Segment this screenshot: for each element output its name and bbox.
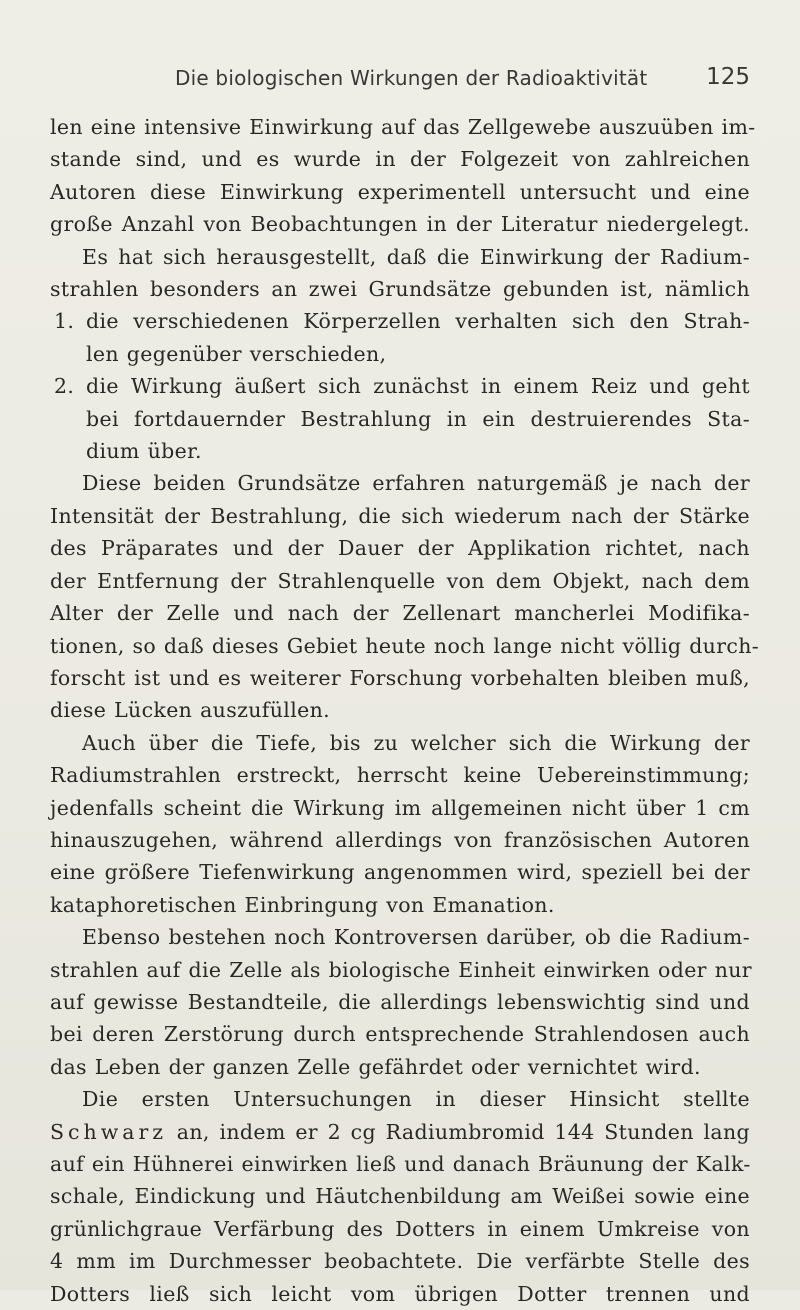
text-line: Auch über die Tiefe, bis zu welcher sich die Wirkung der [82,730,750,755]
text-line: Es hat sich herausgestellt, daß die Einwirkung der Radium- [82,244,750,269]
text-line: eine größere Tiefenwirkung angenommen wird, speziell bei der [50,860,750,885]
text-line: die verschiedenen Körperzellen verhalten sich den Strah- [86,309,750,334]
paragraph [50,241,750,306]
text-line: len eine intensive Einwirkung auf das Zellgewebe auszuüben im- [50,115,756,139]
paragraph [50,1083,750,1310]
text-line: tionen, so daß dieses Gebiet heute noch lange nicht völlig durch- [50,633,760,658]
list-item [50,370,750,467]
text-line: das Leben der ganzen Zelle gefährdet oder vernichtet wird. [50,1054,701,1079]
text-line: Diese beiden Grundsätze erfahren naturgemäß je nach der [82,471,750,496]
text-line: kataphoretischen Einbringung von Emanation. [50,892,555,917]
paragraph [50,727,750,921]
text-line: Autoren diese Einwirkung experimentell untersucht und eine [50,179,750,204]
text-line: schale, Eindickung und Häutchenbildung am Weißei sowie eine [50,1184,750,1209]
text-line: Alter der Zelle und nach der Zellenart mancherlei Modifika- [50,601,750,626]
text-fragment: an, indem er 2 cg Radiumbromid 144 Stunden lang [167,1119,750,1144]
text-line: forscht ist und es weiterer Forschung vorbehalten bleiben muß, [50,665,750,690]
text-line: grünlichgraue Verfärbung des Dotters in einem Umkreise von [50,1216,750,1241]
text-line: diese Lücken auszufüllen. [50,698,331,723]
page-number: 125 [706,64,750,90]
text-line: strahlen besonders an zwei Grundsätze gebunden ist, nämlich [50,277,750,302]
text-line: Dotters ließ sich leicht vom übrigen Dotter trennen und [50,1281,750,1306]
text-line: 4 mm im Durchmesser beobachtete. Die verfärbte Stelle des [50,1249,750,1274]
paragraph [50,921,750,1083]
text-line: stande sind, und es wurde in der Folgezeit von zahlreichen [50,147,750,172]
text-line: auf gewisse Bestandteile, die allerdings lebenswichtig sind und [50,989,750,1014]
text-line: des Präparates und der Dauer der Applikation richtet, nach [50,536,750,561]
list-number: 2. [54,374,75,399]
running-head [175,66,750,98]
text-line: der Entfernung der Strahlenquelle von dem Objekt, nach dem [50,568,750,593]
body-text [50,111,760,1310]
text-line: Die ersten Untersuchungen in dieser Hinsicht stellte [82,1087,750,1112]
author-name-spaced: Schwarz [50,1119,168,1144]
text-line: Ebenso bestehen noch Kontroversen darüber, ob die Radium- [82,925,750,950]
text-line: bei deren Zerstörung durch entsprechende Strahlendosen auch [50,1022,750,1047]
text-line: Radiumstrahlen erstreckt, herrscht keine Uebereinstimmung; [50,763,750,788]
text-line: große Anzahl von Beobachtungen in der Literatur niedergelegt. [50,212,750,237]
text-line: strahlen auf die Zelle als biologische Einheit einwirken oder nur [50,957,752,982]
list-item [50,305,750,370]
text-line: len gegenüber verschieden, [86,341,387,366]
text-line: die Wirkung äußert sich zunächst in einem Reiz und geht [86,374,750,399]
text-line: jedenfalls scheint die Wirkung im allgemeinen nicht über 1 cm [50,795,750,820]
list-number: 1. [54,309,75,334]
text-line: hinauszugehen, während allerdings von französischen Autoren [50,827,750,852]
text-line: auf ein Hühnerei einwirken ließ und danach Bräunung der Kalk- [50,1152,751,1176]
paragraph-continuation [50,111,756,241]
text-line-with-spaced-name [50,1116,750,1148]
running-title: Die biologischen Wirkungen der Radioaktivität [175,66,648,90]
paragraph [50,467,760,726]
text-line: bei fortdauernder Bestrahlung in ein destruierendes Sta- [86,406,750,431]
text-line: Intensität der Bestrahlung, die sich wiederum nach der Stärke [50,503,750,528]
text-line: dium über. [86,439,202,464]
